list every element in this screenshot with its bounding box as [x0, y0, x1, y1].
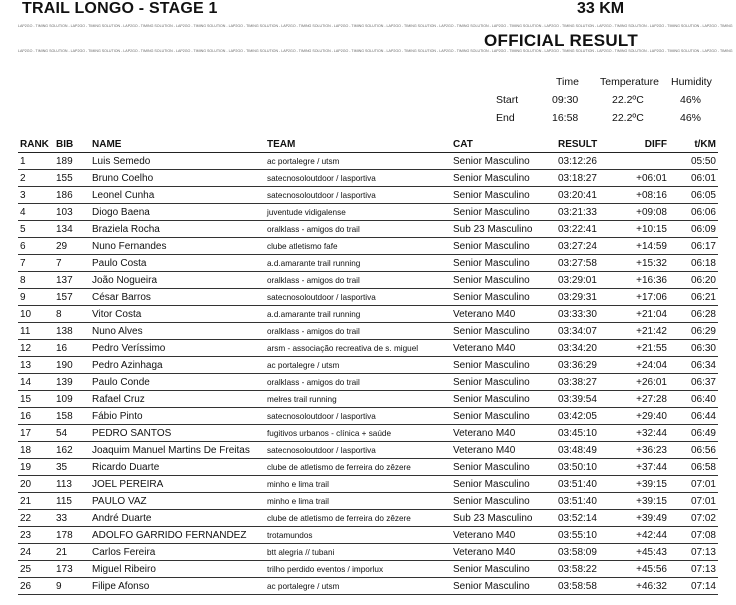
- category-cell: Senior Masculino: [451, 187, 556, 204]
- rank-cell: 13: [18, 357, 54, 374]
- diff-cell: +45:56: [621, 561, 681, 578]
- pace-cell: 06:44: [681, 408, 718, 425]
- rank-cell: 16: [18, 408, 54, 425]
- rank-cell: 2: [18, 170, 54, 187]
- team-cell: minho e lima trail: [265, 493, 451, 510]
- bib-cell: 189: [54, 153, 90, 170]
- diff-cell: +09:08: [621, 204, 681, 221]
- rank-cell: 11: [18, 323, 54, 340]
- team-cell: clube de atletismo de ferreira do zêzere: [265, 459, 451, 476]
- table-row: [18, 425, 718, 442]
- pace-cell: 07:08: [681, 527, 718, 544]
- category-cell: Senior Masculino: [451, 204, 556, 221]
- end-temperature: 22.2ºC: [612, 112, 644, 124]
- result-cell: 03:34:20: [556, 340, 621, 357]
- result-cell: 03:20:41: [556, 187, 621, 204]
- bib-cell: 155: [54, 170, 90, 187]
- name-cell: André Duarte: [90, 510, 265, 527]
- category-cell: Senior Masculino: [451, 357, 556, 374]
- rank-cell: 24: [18, 544, 54, 561]
- pace-cell: 07:02: [681, 510, 718, 527]
- result-cell: 03:38:27: [556, 374, 621, 391]
- col-team: TEAM: [265, 136, 451, 153]
- table-row: [18, 578, 718, 595]
- diff-cell: +17:06: [621, 289, 681, 306]
- table-row: [18, 561, 718, 578]
- name-cell: Carlos Fereira: [90, 544, 265, 561]
- name-cell: ADOLFO GARRIDO FERNANDEZ: [90, 527, 265, 544]
- pace-cell: 07:13: [681, 561, 718, 578]
- bib-cell: 103: [54, 204, 90, 221]
- name-cell: Miguel Ribeiro: [90, 561, 265, 578]
- rank-cell: 18: [18, 442, 54, 459]
- pace-cell: 07:01: [681, 476, 718, 493]
- rank-cell: 5: [18, 221, 54, 238]
- result-cell: 03:51:40: [556, 476, 621, 493]
- category-cell: Sub 23 Masculino: [451, 221, 556, 238]
- category-cell: Senior Masculino: [451, 391, 556, 408]
- pace-cell: 07:01: [681, 493, 718, 510]
- col-name: NAME: [90, 136, 265, 153]
- team-cell: fugitivos urbanos - clínica + saúde: [265, 425, 451, 442]
- conditions-temperature-header: Temperature: [600, 76, 659, 88]
- rank-cell: 22: [18, 510, 54, 527]
- pace-cell: 06:49: [681, 425, 718, 442]
- start-time: 09:30: [552, 94, 579, 106]
- diff-cell: +24:04: [621, 357, 681, 374]
- col-result: RESULT: [556, 136, 621, 153]
- category-cell: Senior Masculino: [451, 238, 556, 255]
- bib-cell: 157: [54, 289, 90, 306]
- pace-cell: 06:05: [681, 187, 718, 204]
- rank-cell: 26: [18, 578, 54, 595]
- table-row: [18, 204, 718, 221]
- team-cell: trilho perdido eventos / imporlux: [265, 561, 451, 578]
- category-cell: Senior Masculino: [451, 459, 556, 476]
- name-cell: Joaquim Manuel Martins De Freitas: [90, 442, 265, 459]
- team-cell: oralklass - amigos do trail: [265, 272, 451, 289]
- team-cell: trotamundos: [265, 527, 451, 544]
- result-cell: 03:58:09: [556, 544, 621, 561]
- name-cell: PAULO VAZ: [90, 493, 265, 510]
- pace-cell: 06:28: [681, 306, 718, 323]
- name-cell: Pedro Azinhaga: [90, 357, 265, 374]
- team-cell: satecnosoloutdoor / lasportiva: [265, 289, 451, 306]
- diff-cell: +06:01: [621, 170, 681, 187]
- diff-cell: +15:32: [621, 255, 681, 272]
- category-cell: Veterano M40: [451, 425, 556, 442]
- table-row: [18, 510, 718, 527]
- team-cell: arsm - associação recreativa de s. miguel: [265, 340, 451, 357]
- diff-cell: +21:55: [621, 340, 681, 357]
- diff-cell: +45:43: [621, 544, 681, 561]
- bib-cell: 190: [54, 357, 90, 374]
- bib-cell: 9: [54, 578, 90, 595]
- table-row: [18, 238, 718, 255]
- name-cell: Nuno Fernandes: [90, 238, 265, 255]
- category-cell: Senior Masculino: [451, 374, 556, 391]
- pace-cell: 05:50: [681, 153, 718, 170]
- result-cell: 03:58:22: [556, 561, 621, 578]
- team-cell: satecnosoloutdoor / lasportiva: [265, 170, 451, 187]
- name-cell: Diogo Baena: [90, 204, 265, 221]
- results-header-row: [18, 136, 718, 153]
- team-cell: ac portalegre / utsm: [265, 153, 451, 170]
- rank-cell: 14: [18, 374, 54, 391]
- diff-cell: +21:04: [621, 306, 681, 323]
- pace-cell: 06:34: [681, 357, 718, 374]
- category-cell: Senior Masculino: [451, 323, 556, 340]
- end-time: 16:58: [552, 112, 579, 124]
- bib-cell: 178: [54, 527, 90, 544]
- name-cell: Rafael Cruz: [90, 391, 265, 408]
- team-cell: a.d.amarante trail running: [265, 306, 451, 323]
- pace-cell: 07:14: [681, 578, 718, 595]
- table-row: [18, 340, 718, 357]
- official-result-heading: OFFICIAL RESULT: [484, 31, 639, 50]
- timing-banner-top: LAP2GO - TIMING SOLUTION - LAP2GO - TIMING SOLUTION - LAP2GO - TIMING SOLUTION - LAP2GO - TIMING SOLUTION - LAP2GO - TIMING SOLUTION - LAP2GO - TIMING SOLUTION - LAP2GO - TIMING SOLUTION - LAP2GO - TIMING SOLUTION - LAP2GO - TIMING SOLUTION - LAP2GO - TIMING SOLUTION - LAP2GO - TIMING SOLUTION - LAP2GO - TIMING SOLUTION - LAP2GO - TIMING SOLUTION - LAP2GO - TIMING: [18, 24, 733, 28]
- category-cell: Senior Masculino: [451, 255, 556, 272]
- name-cell: Paulo Conde: [90, 374, 265, 391]
- name-cell: Leonel Cunha: [90, 187, 265, 204]
- pace-cell: 06:17: [681, 238, 718, 255]
- conditions-time-header: Time: [556, 76, 579, 88]
- name-cell: César Barros: [90, 289, 265, 306]
- rank-cell: 25: [18, 561, 54, 578]
- bib-cell: 134: [54, 221, 90, 238]
- category-cell: Senior Masculino: [451, 153, 556, 170]
- team-cell: clube de atletismo de ferreira do zêzere: [265, 510, 451, 527]
- pace-cell: 06:56: [681, 442, 718, 459]
- team-cell: melres trail running: [265, 391, 451, 408]
- table-row: [18, 306, 718, 323]
- table-row: [18, 476, 718, 493]
- timing-banner-bottom: LAP2GO - TIMING SOLUTION - LAP2GO - TIMING SOLUTION - LAP2GO - TIMING SOLUTION - LAP2GO - TIMING SOLUTION - LAP2GO - TIMING SOLUTION - LAP2GO - TIMING SOLUTION - LAP2GO - TIMING SOLUTION - LAP2GO - TIMING SOLUTION - LAP2GO - TIMING SOLUTION - LAP2GO - TIMING SOLUTION - LAP2GO - TIMING SOLUTION - LAP2GO - TIMING SOLUTION - LAP2GO - TIMING SOLUTION - LAP2GO - TIMING: [18, 49, 733, 53]
- event-title: TRAIL LONGO - STAGE 1: [22, 0, 218, 17]
- category-cell: Senior Masculino: [451, 493, 556, 510]
- result-cell: 03:29:31: [556, 289, 621, 306]
- result-cell: 03:12:26: [556, 153, 621, 170]
- diff-cell: +37:44: [621, 459, 681, 476]
- team-cell: ac portalegre / utsm: [265, 578, 451, 595]
- diff-cell: +14:59: [621, 238, 681, 255]
- pace-cell: 06:09: [681, 221, 718, 238]
- pace-cell: 06:20: [681, 272, 718, 289]
- table-row: [18, 289, 718, 306]
- diff-cell: +29:40: [621, 408, 681, 425]
- team-cell: clube atletismo fafe: [265, 238, 451, 255]
- rank-cell: 4: [18, 204, 54, 221]
- diff-cell: +42:44: [621, 527, 681, 544]
- category-cell: Sub 23 Masculino: [451, 510, 556, 527]
- category-cell: Senior Masculino: [451, 170, 556, 187]
- category-cell: Senior Masculino: [451, 476, 556, 493]
- name-cell: Vitor Costa: [90, 306, 265, 323]
- end-humidity: 46%: [680, 112, 702, 124]
- result-cell: 03:27:24: [556, 238, 621, 255]
- race-distance: 33 KM: [577, 0, 625, 17]
- table-row: [18, 187, 718, 204]
- results-body: [18, 153, 718, 595]
- result-cell: 03:39:54: [556, 391, 621, 408]
- category-cell: Veterano M40: [451, 527, 556, 544]
- rank-cell: 6: [18, 238, 54, 255]
- start-temperature: 22.2ºC: [612, 94, 644, 106]
- result-cell: 03:27:58: [556, 255, 621, 272]
- bib-cell: 109: [54, 391, 90, 408]
- name-cell: JOEL PEREIRA: [90, 476, 265, 493]
- bib-cell: 8: [54, 306, 90, 323]
- result-cell: 03:48:49: [556, 442, 621, 459]
- pace-cell: 06:30: [681, 340, 718, 357]
- name-cell: Bruno Coelho: [90, 170, 265, 187]
- result-cell: 03:36:29: [556, 357, 621, 374]
- pace-cell: 06:37: [681, 374, 718, 391]
- result-cell: 03:52:14: [556, 510, 621, 527]
- result-cell: 03:33:30: [556, 306, 621, 323]
- pace-cell: 06:40: [681, 391, 718, 408]
- bib-cell: 137: [54, 272, 90, 289]
- name-cell: Ricardo Duarte: [90, 459, 265, 476]
- rank-cell: 9: [18, 289, 54, 306]
- col-rank: RANK: [18, 136, 54, 153]
- diff-cell: +26:01: [621, 374, 681, 391]
- pace-cell: 06:18: [681, 255, 718, 272]
- bib-cell: 162: [54, 442, 90, 459]
- team-cell: oralklass - amigos do trail: [265, 374, 451, 391]
- team-cell: minho e lima trail: [265, 476, 451, 493]
- table-row: [18, 255, 718, 272]
- table-row: [18, 323, 718, 340]
- start-humidity: 46%: [680, 94, 702, 106]
- pace-cell: 06:01: [681, 170, 718, 187]
- diff-cell: +10:15: [621, 221, 681, 238]
- team-cell: satecnosoloutdoor / lasportiva: [265, 442, 451, 459]
- category-cell: Senior Masculino: [451, 408, 556, 425]
- rank-cell: 21: [18, 493, 54, 510]
- table-row: [18, 221, 718, 238]
- category-cell: Senior Masculino: [451, 272, 556, 289]
- result-cell: 03:45:10: [556, 425, 621, 442]
- col-bib: BIB: [54, 136, 90, 153]
- diff-cell: +16:36: [621, 272, 681, 289]
- rank-cell: 1: [18, 153, 54, 170]
- rank-cell: 10: [18, 306, 54, 323]
- category-cell: Veterano M40: [451, 306, 556, 323]
- team-cell: oralklass - amigos do trail: [265, 323, 451, 340]
- table-row: [18, 357, 718, 374]
- team-cell: oralklass - amigos do trail: [265, 221, 451, 238]
- bib-cell: 35: [54, 459, 90, 476]
- result-cell: 03:18:27: [556, 170, 621, 187]
- name-cell: Luis Semedo: [90, 153, 265, 170]
- category-cell: Senior Masculino: [451, 578, 556, 595]
- name-cell: PEDRO SANTOS: [90, 425, 265, 442]
- team-cell: a.d.amarante trail running: [265, 255, 451, 272]
- rank-cell: 17: [18, 425, 54, 442]
- rank-cell: 19: [18, 459, 54, 476]
- bib-cell: 113: [54, 476, 90, 493]
- result-cell: 03:50:10: [556, 459, 621, 476]
- name-cell: Paulo Costa: [90, 255, 265, 272]
- pace-cell: 06:58: [681, 459, 718, 476]
- result-cell: 03:21:33: [556, 204, 621, 221]
- team-cell: juventude vidigalense: [265, 204, 451, 221]
- result-cell: 03:29:01: [556, 272, 621, 289]
- bib-cell: 173: [54, 561, 90, 578]
- category-cell: Veterano M40: [451, 442, 556, 459]
- result-cell: 03:55:10: [556, 527, 621, 544]
- bib-cell: 138: [54, 323, 90, 340]
- table-row: [18, 272, 718, 289]
- rank-cell: 7: [18, 255, 54, 272]
- result-cell: 03:42:05: [556, 408, 621, 425]
- table-row: [18, 408, 718, 425]
- pace-cell: 06:06: [681, 204, 718, 221]
- diff-cell: +39:15: [621, 476, 681, 493]
- bib-cell: 54: [54, 425, 90, 442]
- bib-cell: 29: [54, 238, 90, 255]
- team-cell: btt alegria // tubani: [265, 544, 451, 561]
- col-tkm: t/KM: [681, 136, 718, 153]
- diff-cell: +39:15: [621, 493, 681, 510]
- bib-cell: 21: [54, 544, 90, 561]
- category-cell: Senior Masculino: [451, 561, 556, 578]
- bib-cell: 33: [54, 510, 90, 527]
- bib-cell: 158: [54, 408, 90, 425]
- table-row: [18, 391, 718, 408]
- col-cat: CAT: [451, 136, 556, 153]
- bib-cell: 115: [54, 493, 90, 510]
- table-row: [18, 527, 718, 544]
- conditions-humidity-header: Humidity: [671, 76, 712, 88]
- table-row: [18, 544, 718, 561]
- diff-cell: [621, 153, 681, 170]
- result-cell: 03:34:07: [556, 323, 621, 340]
- team-cell: satecnosoloutdoor / lasportiva: [265, 187, 451, 204]
- team-cell: ac portalegre / utsm: [265, 357, 451, 374]
- category-cell: Veterano M40: [451, 340, 556, 357]
- diff-cell: +27:28: [621, 391, 681, 408]
- table-row: [18, 459, 718, 476]
- bib-cell: 186: [54, 187, 90, 204]
- category-cell: Senior Masculino: [451, 289, 556, 306]
- name-cell: Braziela Rocha: [90, 221, 265, 238]
- table-row: [18, 374, 718, 391]
- result-cell: 03:58:58: [556, 578, 621, 595]
- end-label: End: [496, 112, 515, 124]
- name-cell: Pedro Veríssimo: [90, 340, 265, 357]
- results-table: [18, 136, 718, 595]
- table-row: [18, 153, 718, 170]
- diff-cell: +46:32: [621, 578, 681, 595]
- rank-cell: 23: [18, 527, 54, 544]
- diff-cell: +39:49: [621, 510, 681, 527]
- name-cell: Fábio Pinto: [90, 408, 265, 425]
- result-cell: 03:22:41: [556, 221, 621, 238]
- name-cell: Nuno Alves: [90, 323, 265, 340]
- rank-cell: 15: [18, 391, 54, 408]
- team-cell: satecnosoloutdoor / lasportiva: [265, 408, 451, 425]
- result-cell: 03:51:40: [556, 493, 621, 510]
- diff-cell: +32:44: [621, 425, 681, 442]
- diff-cell: +08:16: [621, 187, 681, 204]
- category-cell: Veterano M40: [451, 544, 556, 561]
- rank-cell: 8: [18, 272, 54, 289]
- rank-cell: 12: [18, 340, 54, 357]
- rank-cell: 3: [18, 187, 54, 204]
- rank-cell: 20: [18, 476, 54, 493]
- start-label: Start: [496, 94, 519, 106]
- bib-cell: 16: [54, 340, 90, 357]
- name-cell: João Nogueira: [90, 272, 265, 289]
- table-row: [18, 493, 718, 510]
- col-diff: DIFF: [621, 136, 681, 153]
- table-row: [18, 442, 718, 459]
- bib-cell: 139: [54, 374, 90, 391]
- diff-cell: +21:42: [621, 323, 681, 340]
- bib-cell: 7: [54, 255, 90, 272]
- diff-cell: +36:23: [621, 442, 681, 459]
- pace-cell: 07:13: [681, 544, 718, 561]
- name-cell: Filipe Afonso: [90, 578, 265, 595]
- pace-cell: 06:21: [681, 289, 718, 306]
- pace-cell: 06:29: [681, 323, 718, 340]
- table-row: [18, 170, 718, 187]
